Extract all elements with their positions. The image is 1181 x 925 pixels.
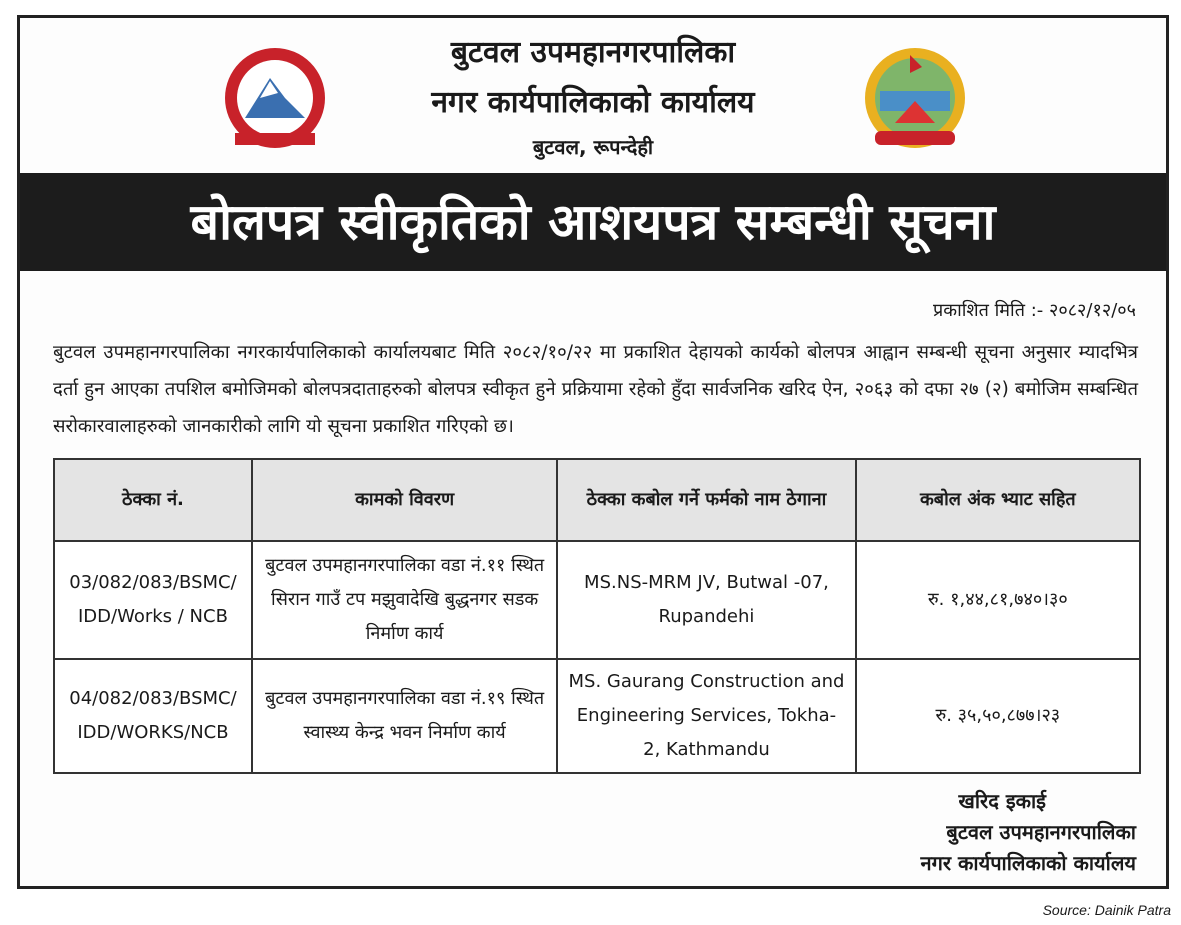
office-location: बुटवल, रूपन्देही xyxy=(532,135,654,159)
signature-municipality: बुटवल उपमहानगरपालिका xyxy=(946,820,1136,844)
header-description: कामको विवरण xyxy=(252,459,557,541)
notice-frame xyxy=(17,15,1169,889)
contract-no: 03/082/083/BSMC/ IDD/Works / NCB xyxy=(54,541,252,659)
work-description: बुटवल उपमहानगरपालिका वडा नं.१९ स्थित स्वास्थ्य केन्द्र भवन निर्माण कार्य xyxy=(252,659,557,773)
source-credit: Source: Dainik Patra xyxy=(1042,902,1171,918)
signature-unit: खरिद इकाई xyxy=(958,789,1046,813)
notice-header xyxy=(20,18,1166,173)
header-contract-no: ठेक्का नं. xyxy=(54,459,252,541)
office-name: बुटवल उपमहानगरपालिका xyxy=(450,35,736,70)
table-row xyxy=(54,659,1140,773)
signature-block xyxy=(921,786,1136,879)
signature-office: नगर कार्यपालिकाको कार्यालय xyxy=(920,851,1136,875)
notice-title: बोलपत्र स्वीकृतिको आशयपत्र सम्बन्धी सूचना xyxy=(20,173,1166,271)
bid-amount: रु. ३५,५०,८७७।२३ xyxy=(856,659,1140,773)
header-amount: कबोल अंक भ्याट सहित xyxy=(856,459,1140,541)
notice-body: बुटवल उपमहानगरपालिका नगरकार्यपालिकाको कार्यालयबाट मिति २०८२/१०/२२ मा प्रकाशित देहायको कार्यको बोलपत्र आह्वान सम्बन्धी सूचना अनुसार म्यादभित्र दर्ता हुन आएका तपशिल बमोजिमको बोलपत्रदाताहरुको बोलपत्र स्वीकृत हुने प्रक्रियामा रहेको हुँदा सार्वजनिक खरिद ऐन, २०६३ को दफा २७ (२) बमोजिम सम्बन्धित सरोकारवालाहरुको जानकारीको लागि यो सूचना प्रकाशित गरिएको छ। xyxy=(53,342,1138,437)
work-description: बुटवल उपमहानगरपालिका वडा नं.११ स्थित सिरान गाउँ टप मझुवादेखि बुद्धनगर सडक निर्माण कार्य xyxy=(252,541,557,659)
bid-amount: रु. १,४४,८१,७४०।३० xyxy=(856,541,1140,659)
contract-no: 04/082/083/BSMC/ IDD/WORKS/NCB xyxy=(54,659,252,773)
office-subtitle: नगर कार्यपालिकाको कार्यालय xyxy=(431,85,755,120)
firm-name-address: MS.NS-MRM JV, Butwal -07, Rupandehi xyxy=(557,541,855,659)
published-date: प्रकाशित मिति :- २०८२/१२/०५ xyxy=(933,300,1136,321)
table-row xyxy=(54,541,1140,659)
bid-table xyxy=(53,458,1141,774)
firm-name-address: MS. Gaurang Construction and Engineering Services, Tokha-2, Kathmandu xyxy=(557,659,855,773)
header-firm: ठेक्का कबोल गर्ने फर्मको नाम ठेगाना xyxy=(557,459,855,541)
table-header-row xyxy=(54,459,1140,541)
